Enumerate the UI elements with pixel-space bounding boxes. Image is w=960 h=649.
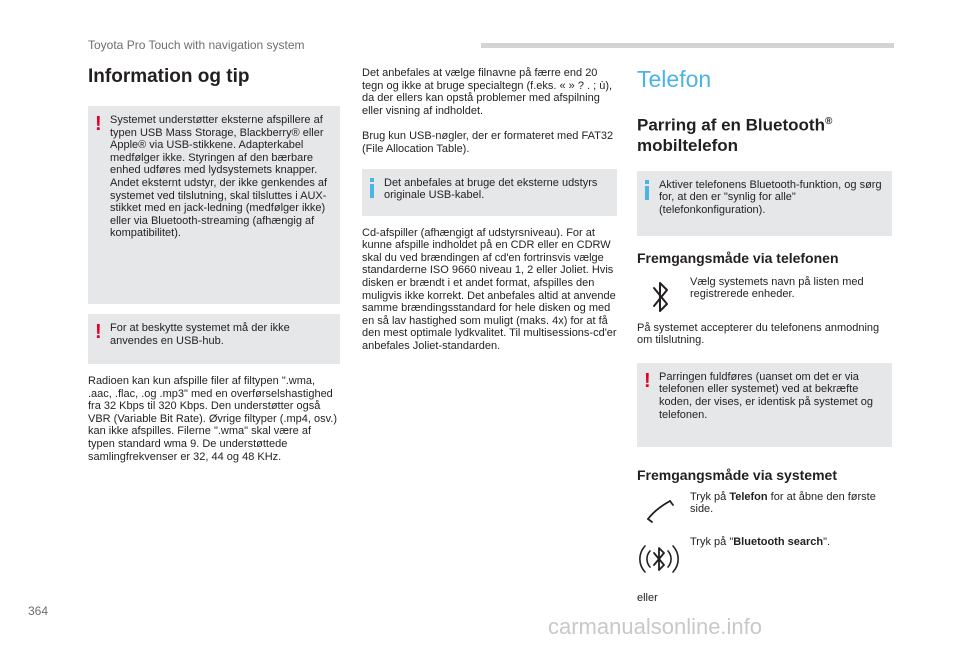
section-title-information: Information og tip bbox=[88, 66, 250, 87]
warning-box-pairing-code bbox=[637, 363, 892, 447]
bluetooth-icon bbox=[651, 278, 671, 321]
header-divider-bar bbox=[481, 43, 894, 48]
step-text-bluetooth-search: Tryk på "Bluetooth search". bbox=[690, 535, 831, 548]
step-text-press-telefon: Tryk på Telefon for at åbne den første side. bbox=[690, 490, 876, 516]
warning-text-pairing-code: Parringen fuldføres (uanset om det er via telefonen eller systemet) ved at bekræfte koden, der vises, er identisk på systemet og telefonen. bbox=[659, 370, 873, 421]
paragraph-fat32: Brug kun USB-nøgler, der er formateret med FAT32 (File Allocation Table). bbox=[362, 130, 614, 155]
paragraph-accept-request: På systemet accepterer du telefonens anmodning om tilslutning. bbox=[637, 321, 880, 347]
column-information bbox=[88, 66, 340, 463]
page-number: 364 bbox=[28, 604, 49, 618]
header-title: Toyota Pro Touch with navigation system bbox=[88, 38, 305, 52]
info-box-bluetooth-visible bbox=[637, 171, 892, 236]
info-text-usb-cable: Det anbefales at bruge det eksterne udstyrs originale USB-kabel. bbox=[384, 176, 598, 202]
info-icon bbox=[645, 180, 649, 200]
phone-handset-icon bbox=[645, 497, 675, 530]
step-select-system-name bbox=[637, 276, 892, 320]
heading-bluetooth-pairing: Parring af en Bluetooth® mobiltelefon bbox=[637, 115, 833, 155]
step-press-telefon bbox=[637, 491, 892, 535]
step-text-select-system: Vælg systemets navn på listen med registrerede enheder. bbox=[690, 275, 864, 301]
heading-via-system: Fremgangsmåde via systemet bbox=[637, 466, 837, 483]
info-icon bbox=[370, 178, 374, 198]
section-title-telefon: Telefon bbox=[637, 66, 712, 92]
warning-box-usb bbox=[88, 106, 340, 304]
heading-via-phone: Fremgangsmåde via telefonen bbox=[637, 249, 839, 266]
paragraph-cd-player: Cd-afspiller (afhængigt af udstyrsniveau). For at kunne afspille indholdet på en CDR eller en CDRW skal du ved brændingen af cd'en fortrinsvis vælge standarderne ISO 9660 niveau 1, 2 eller Joliet. Hvis disken er brændt i et andet format, afspilles den muligvis ikke korrekt. Det anbefales altid at anvende samme brændingsstandard for hele disken og med en så lav hastighed som muligt (maks. 4x) for at få den mest optimale lydkvalitet. Til multisessions-cd'er anbefales Joliet-standarden. bbox=[362, 226, 617, 352]
warning-icon: ! bbox=[644, 369, 651, 392]
warning-icon: ! bbox=[95, 113, 102, 135]
info-box-usb-cable bbox=[362, 169, 617, 216]
text-eller: eller bbox=[637, 591, 658, 604]
info-text-bluetooth-visible: Aktiver telefonens Bluetooth-funktion, og sørg for, at den er "synlig for alle" (telefonkonfiguration). bbox=[659, 178, 882, 216]
paragraph-file-names: Det anbefales at vælge filnavne på færre end 20 tegn og ikke at bruge specialtegn (f.eks. « » ? . ; ù), da der ellers kan opstå problemer med afspilning eller visning af indholdet. bbox=[362, 67, 613, 117]
paragraph-file-types: Radioen kan kun afspille filer af filtypen ".wma, .aac, .flac, .og .mp3" med en overførselshastighed fra 32 Kbps til 320 Kbps. Den understøtter også VBR (Variable Bit Rate). Øvrige filtyper (.mp4, osv.) kan ikke afspilles. Filerne ".wma" skal være af typen standard wma 9. De understøttede samlingfrekvenser er 32, 44 og 48 KHz. bbox=[88, 375, 337, 463]
warning-box-hub bbox=[88, 314, 340, 364]
column-recommendations bbox=[362, 67, 617, 353]
warning-icon: ! bbox=[95, 321, 102, 343]
column-telefon bbox=[637, 66, 892, 604]
warning-text-usb: Systemet understøtter eksterne afspillere af typen USB Mass Storage, Blackberry® eller Apple® via USB-stikkene. Adapterkabel medfølger ikke. Styringen af den bærbare enhed udføres med lydsystemets knapper. Andet eksternt udstyr, der ikke genkendes af systemet ved tilslutning, skal tilsluttes i AUX-stikket med en jack-ledning (medfølger ikke) eller via Bluetooth-streaming (afhængig af kompatibilitet). bbox=[110, 114, 328, 240]
watermark: carmanualsonline.info bbox=[548, 614, 763, 639]
bluetooth-search-icon bbox=[637, 538, 681, 585]
warning-text-hub: For at beskytte systemet må der ikke anvendes en USB-hub. bbox=[110, 322, 290, 347]
step-bluetooth-search bbox=[637, 536, 892, 584]
